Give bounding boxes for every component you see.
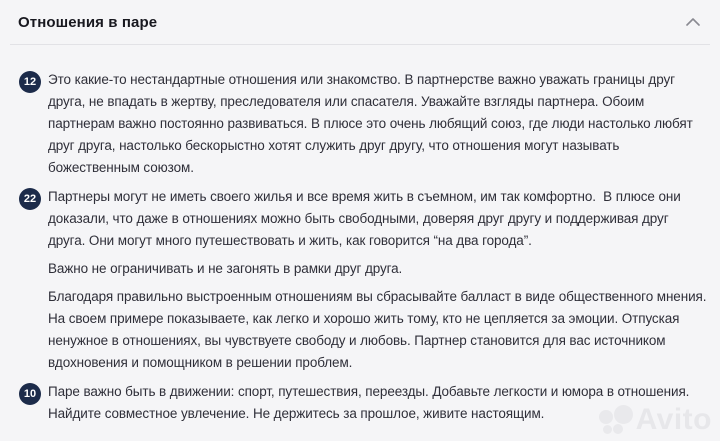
item-text <box>48 186 711 374</box>
number-badge: 22 <box>19 188 41 210</box>
item-text <box>48 381 708 425</box>
paragraph: Паре важно быть в движении: спорт, путешествия, переезды. Добавьте легкости и юмора в отношения. Найдите совместное увлечение. Не держитесь за прошлое, живите настоящим. <box>48 384 693 421</box>
list-item <box>19 381 708 425</box>
number-badge: 12 <box>19 71 41 93</box>
accordion-header[interactable] <box>0 0 720 44</box>
avito-watermark-text: Avito <box>635 403 712 436</box>
number-badge: 10 <box>19 383 41 405</box>
paragraph: Партнеры могут не иметь своего жилья и все время жить в съемном, им так комфортно. В плюсе они доказали, что даже в отношениях можно быть свободными, доверяя друг другу и поддерживая друг друга. Они могут много путешествовать и жить, как говорится “на два города”. <box>48 189 685 248</box>
item-text <box>48 69 708 179</box>
paragraph: Важно не ограничивать и не загонять в рамки друг друга. <box>48 261 403 276</box>
list-item <box>19 69 708 179</box>
paragraph: Это какие-то нестандартные отношения или знакомство. В партнерстве важно уважать границы друг друга, не впадать в жертву, преследователя или спасателя. Уважайте взгляды партнера. Обоим партнерам важно постоянно развиваться. В плюсе это очень любящий союз, где люди настолько любят друг друга, настолько бескорыстно хотят служить друг другу, что отношения могут называть божественным союзом. <box>48 72 697 175</box>
section-content <box>0 45 720 425</box>
paragraph: Благодаря правильно выстроенным отношениям вы сбрасывайте балласт в виде общественного мнения. На своем примере показываете, как легко и хорошо жить тому, кто не цепляется за эмоции. Отпуская ненужное в отношениях, вы чувствуете свободу и любовь. Партнер становится для вас источником вдохновения и помощником в решении проблем. <box>48 289 711 370</box>
list-item <box>19 186 711 374</box>
chevron-up-icon[interactable] <box>682 14 704 30</box>
section-title: Отношения в паре <box>18 13 158 31</box>
